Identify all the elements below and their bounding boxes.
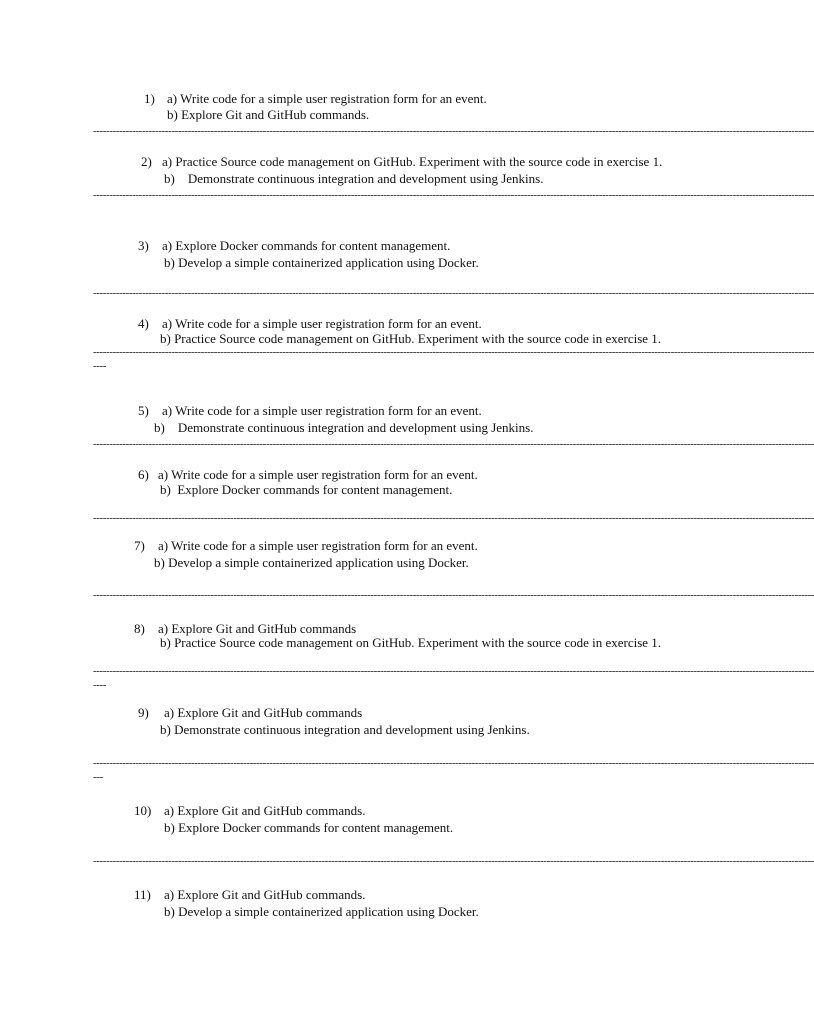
item-4-part-b: b) Practice Source code management on GitHub. Experiment with the source code in exercise 1. <box>160 331 662 346</box>
item-2-number: 2) <box>141 154 152 169</box>
item-7-part-b: b) Develop a simple containerized application using Docker. <box>154 555 469 570</box>
item-8-number: 8) <box>134 621 145 636</box>
item-4-part-a: a) Write code for a simple user registration form for an event. <box>162 316 482 331</box>
item-2-part-b: b) Demonstrate continuous integration and development using Jenkins. <box>164 171 544 186</box>
separator-3: ----------------------------------------------------------------------------------------------------------------------------------------------------------------------------------------------------------------------------- <box>93 287 814 299</box>
item-7-number: 7) <box>134 538 145 553</box>
separator-2: ----------------------------------------------------------------------------------------------------------------------------------------------------------------------------------------------------------------------------- <box>93 189 814 201</box>
item-5-part-b: b) Demonstrate continuous integration and development using Jenkins. <box>154 420 534 435</box>
item-7-part-a: a) Write code for a simple user registration form for an event. <box>158 538 478 553</box>
separator-5: ----------------------------------------------------------------------------------------------------------------------------------------------------------------------------------------------------------------------------- <box>93 438 814 450</box>
item-3-part-a: a) Explore Docker commands for content management. <box>162 238 451 253</box>
item-1-part-b: b) Explore Git and GitHub commands. <box>167 107 370 122</box>
item-3-part-b: b) Develop a simple containerized application using Docker. <box>164 255 479 270</box>
item-3-number: 3) <box>138 238 149 253</box>
item-6-part-b: b) Explore Docker commands for content management. <box>160 482 453 497</box>
item-4-number: 4) <box>138 316 149 331</box>
item-8-part-a: a) Explore Git and GitHub commands <box>158 621 357 636</box>
item-8-part-b: b) Practice Source code management on GitHub. Experiment with the source code in exercise 1. <box>160 635 662 650</box>
separator-9-tail: --- <box>93 771 103 783</box>
separator-7: ----------------------------------------------------------------------------------------------------------------------------------------------------------------------------------------------------------------------------- <box>93 589 814 601</box>
item-2-part-a: a) Practice Source code management on GitHub. Experiment with the source code in exercise 1. <box>162 154 663 169</box>
item-9-part-b: b) Demonstrate continuous integration and development using Jenkins. <box>160 722 530 737</box>
item-1-number: 1) <box>144 91 155 106</box>
item-6-number: 6) <box>138 467 149 482</box>
item-9-number: 9) <box>138 705 149 720</box>
item-5-number: 5) <box>138 403 149 418</box>
item-10-number: 10) <box>134 803 152 818</box>
item-9-part-a: a) Explore Git and GitHub commands <box>164 705 363 720</box>
item-10-part-a: a) Explore Git and GitHub commands. <box>164 803 366 818</box>
item-10-part-b: b) Explore Docker commands for content management. <box>164 820 454 835</box>
item-5-part-a: a) Write code for a simple user registration form for an event. <box>162 403 482 418</box>
item-6-part-a: a) Write code for a simple user registration form for an event. <box>158 467 478 482</box>
item-11-part-b: b) Develop a simple containerized application using Docker. <box>164 904 479 919</box>
item-1-part-a: a) Write code for a simple user registration form for an event. <box>167 91 487 106</box>
item-11-part-a: a) Explore Git and GitHub commands. <box>164 887 366 902</box>
separator-6: ----------------------------------------------------------------------------------------------------------------------------------------------------------------------------------------------------------------------------- <box>93 512 814 524</box>
separator-8: ----------------------------------------------------------------------------------------------------------------------------------------------------------------------------------------------------------------------------- <box>93 665 814 677</box>
separator-4: ----------------------------------------------------------------------------------------------------------------------------------------------------------------------------------------------------------------------------- <box>93 346 814 358</box>
separator-10: ----------------------------------------------------------------------------------------------------------------------------------------------------------------------------------------------------------------------------- <box>93 855 814 867</box>
separator-1: ----------------------------------------------------------------------------------------------------------------------------------------------------------------------------------------------------------------------------- <box>93 125 814 137</box>
separator-8-tail: ---- <box>93 679 107 691</box>
separator-9: ----------------------------------------------------------------------------------------------------------------------------------------------------------------------------------------------------------------------------- <box>93 757 814 769</box>
item-11-number: 11) <box>134 887 151 902</box>
separator-4-tail: ---- <box>93 360 107 372</box>
